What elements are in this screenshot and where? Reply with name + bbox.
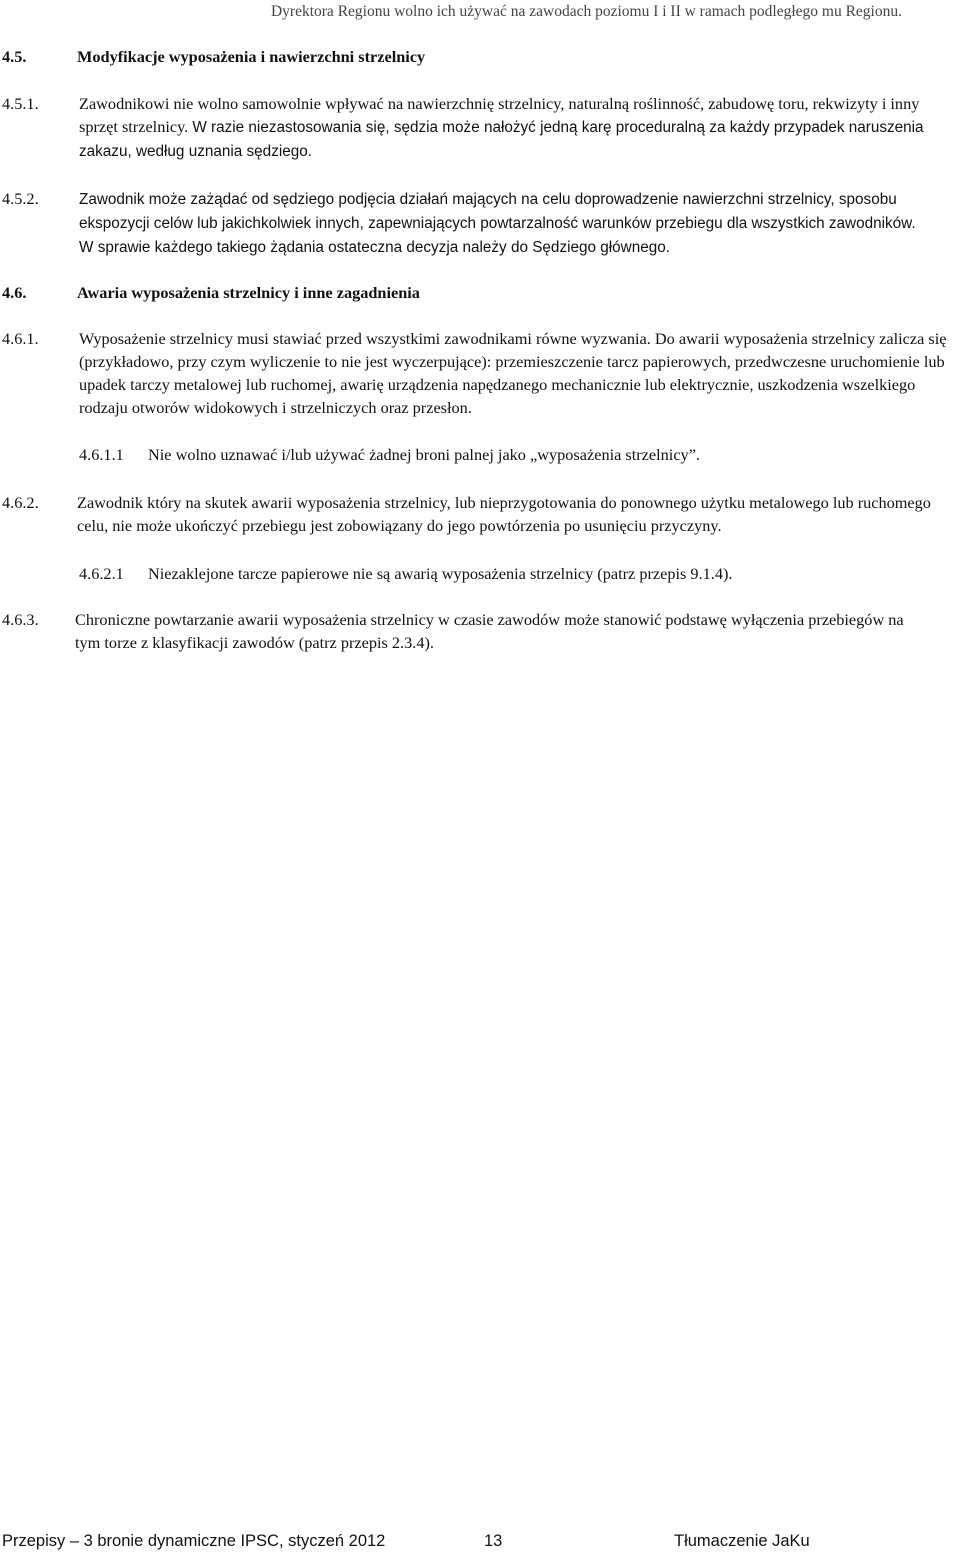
rule-text: Zawodnik który na skutek awarii wyposażenia strzelnicy, lub nieprzygotowania do ponownego użytku metalowego lub ruchomego celu, nie może ukończyć przebiegu jest zobowiązany do jego powtórzenia po usunięciu przyczyny. — [77, 493, 931, 535]
rule-number: 4.6.3. — [2, 610, 39, 629]
footer-left: Przepisy – 3 bronie dynamiczne IPSC, styczeń 2012 — [2, 1532, 386, 1550]
section-heading-4-6 — [0, 281, 960, 305]
rule-4-6-2 — [0, 491, 960, 539]
rule-number: 4.6.2.1 — [79, 564, 124, 583]
rule-text-part-a: Zawodnik może zażądać od sędziego podjęcia działań mających na celu doprowadzenie nawierzchni strzelnicy, sposobu ekspozycji celów lub jakichkolwiek innych, zapewniających powtarzalność warunków przebiegu dla wszystkich zawodników. — [79, 191, 916, 232]
rule-number: 4.5.2. — [2, 189, 39, 208]
page-header-text: Dyrektora Regionu wolno ich używać na zawodach poziomu I i II w ramach podległego mu Regionu. — [270, 3, 902, 20]
rule-text-part-b: W razie niezastosowania się, sędzia może nałożyć jedną karę proceduralną za każdy przypadek naruszenia zakazu, według uznania sędziego. — [79, 119, 924, 160]
rule-text — [79, 92, 925, 163]
rule-text — [79, 187, 925, 259]
rule-4-6-1-1 — [0, 443, 960, 467]
rule-text: Chroniczne powtarzanie awarii wyposażenia strzelnicy w czasie zawodów może stanowić podstawę wyłączenia przebiegów na tym torze z klasyfikacji zawodów (patrz przepis 2.3.4). — [75, 610, 904, 652]
rule-4-5-2 — [0, 187, 960, 281]
rule-number: 4.6.2. — [2, 493, 39, 512]
rule-text: Niezaklejone tarcze papierowe nie są awarią wyposażenia strzelnicy (patrz przepis 9.1.4). — [148, 564, 733, 583]
rule-number: 4.6.1.1 — [79, 445, 124, 464]
section-number: 4.5. — [2, 47, 27, 66]
section-number: 4.6. — [2, 283, 27, 302]
rule-4-6-1 — [0, 327, 960, 421]
rule-number: 4.6.1. — [2, 329, 39, 348]
rule-4-5-1 — [0, 92, 960, 164]
rule-text-part-b: W sprawie każdego takiego żądania ostateczna decyzja należy do Sędziego głównego. — [79, 239, 670, 256]
section-title: Modyfikacje wyposażenia i nawierzchni strzelnicy — [77, 47, 426, 66]
rule-text: Wyposażenie strzelnicy musi stawiać przed wszystkimi zawodnikami równe wyzwania. Do awarii wyposażenia strzelnicy zalicza się (przykładowo, przy czym wyliczenie to nie jest wyczerpujące): przemieszczenie tarcz papierowych, przedwczesne uruchomienie lub upadek tarczy metalowej lub ruchomej, awarię urządzenia napędzanego mechanicznie lub elektrycznie, uszkodzenia wszelkiego rodzaju otworów widokowych i strzelniczych oraz przesłon. — [79, 329, 947, 417]
section-heading-4-5 — [0, 45, 960, 69]
rule-text-part-a: Zawodnikowi nie wolno samowolnie wpływać na nawierzchnię strzelnicy, naturalną roślinność, zabudowę toru, rekwizyty i inny sprzęt strzelnicy. — [79, 94, 920, 136]
section-title: Awaria wyposażenia strzelnicy i inne zagadnienia — [77, 283, 420, 302]
footer-right: Tłumaczenie JaKu — [674, 1532, 810, 1550]
rule-number: 4.5.1. — [2, 94, 39, 113]
rule-4-6-3 — [0, 608, 960, 656]
rule-text: Nie wolno uznawać i/lub używać żadnej broni palnej jako „wyposażenia strzelnicy”. — [148, 445, 700, 464]
rule-4-6-2-1 — [0, 562, 960, 586]
footer-page-number: 13 — [484, 1532, 503, 1550]
